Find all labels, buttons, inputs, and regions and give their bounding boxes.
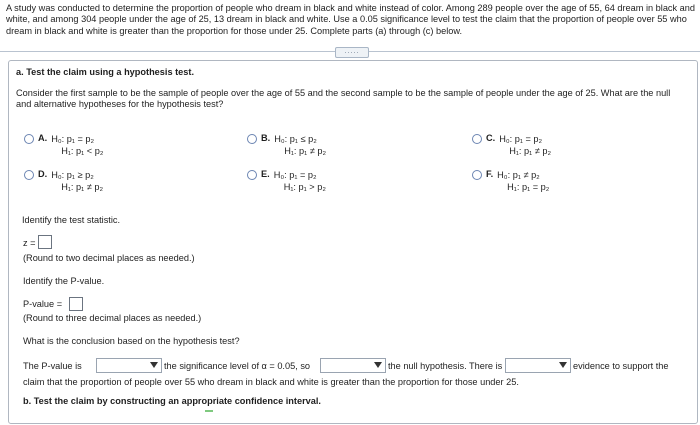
evidence-dropdown[interactable] — [505, 358, 571, 373]
dropdown-arrow-icon — [374, 362, 382, 368]
dropdown-arrow-icon — [150, 362, 158, 368]
part-b-heading: b. Test the claim by constructing an appropriate confidence interval. — [23, 396, 321, 406]
radio-b[interactable] — [247, 134, 257, 144]
z-input[interactable] — [38, 235, 52, 249]
expand-more-button[interactable]: ..... — [335, 47, 369, 58]
hypothesis-instruction: Consider the first sample to be the sample of people over the age of 55 and the second sample to be the sample of people under the age of 25. What are the null and alternative hypotheses for the hypothesis test? — [16, 88, 671, 109]
option-f[interactable]: F. H₀: p₁ ≠ p₂ H₁: p₁ = p₂ — [472, 169, 549, 193]
option-a-h0: H₀: p₁ = p₂ — [51, 134, 95, 144]
option-f-h1: H₁: p₁ = p₂ — [507, 182, 550, 192]
identify-statistic-label: Identify the test statistic. — [22, 215, 121, 225]
dropdown-arrow-icon — [559, 362, 567, 368]
option-b[interactable]: B. H₀: p₁ ≤ p₂ H₁: p₁ ≠ p₂ — [247, 133, 326, 157]
part-a-heading: a. Test the claim using a hypothesis test. — [16, 67, 195, 77]
z-label: z = — [23, 238, 36, 248]
radio-a[interactable] — [24, 134, 34, 144]
option-d-h0: H₀: p₁ ≥ p₂ — [51, 170, 94, 180]
option-b-h0: H₀: p₁ ≤ p₂ — [274, 134, 317, 144]
pvalue-comparison-dropdown[interactable] — [96, 358, 162, 373]
option-e[interactable]: E. H₀: p₁ = p₂ H₁: p₁ > p₂ — [247, 169, 326, 193]
option-e-h1: H₁: p₁ > p₂ — [283, 182, 326, 192]
option-a-h1: H₁: p₁ < p₂ — [61, 146, 104, 156]
option-f-h0: H₀: p₁ ≠ p₂ — [497, 170, 540, 180]
option-d-h1: H₁: p₁ ≠ p₂ — [61, 182, 104, 192]
pvalue-input[interactable] — [69, 297, 83, 311]
option-c[interactable]: C. H₀: p₁ = p₂ H₁: p₁ ≠ p₂ — [472, 133, 551, 157]
question-panel — [8, 60, 698, 424]
hypothesis-decision-dropdown[interactable] — [320, 358, 386, 373]
conclusion-text-line2: claim that the proportion of people over 55 who dream in black and white is greater than the proportion for those under 25. — [23, 377, 519, 387]
radio-f[interactable] — [472, 170, 482, 180]
conclusion-text-4: evidence to support the — [573, 361, 669, 371]
pvalue-label: P-value = — [23, 299, 63, 309]
radio-d[interactable] — [24, 170, 34, 180]
conclusion-question: What is the conclusion based on the hypothesis test? — [23, 336, 240, 346]
option-a[interactable]: A. H₀: p₁ = p₂ H₁: p₁ < p₂ — [24, 133, 103, 157]
option-e-h0: H₀: p₁ = p₂ — [273, 170, 317, 180]
option-d[interactable]: D. H₀: p₁ ≥ p₂ H₁: p₁ ≠ p₂ — [24, 169, 103, 193]
z-rounding-note: (Round to two decimal places as needed.) — [23, 253, 195, 263]
option-c-h1: H₁: p₁ ≠ p₂ — [509, 146, 552, 156]
conclusion-text-1: The P-value is — [23, 361, 82, 371]
pvalue-rounding-note: (Round to three decimal places as needed.) — [23, 313, 202, 323]
radio-c[interactable] — [472, 134, 482, 144]
option-b-h1: H₁: p₁ ≠ p₂ — [284, 146, 327, 156]
scroll-indicator — [205, 410, 213, 412]
radio-e[interactable] — [247, 170, 257, 180]
identify-pvalue-label: Identify the P-value. — [23, 276, 105, 286]
conclusion-text-2: the significance level of α = 0.05, so — [164, 361, 311, 371]
problem-statement: A study was conducted to determine the proportion of people who dream in black and white instead of color. Among 289 people over the age of 55, 64 dream in black and white, and among 304 people under the age of 25, 13 dream in black and white. Use a 0.05 significance level to test the claim that the proportion of people over 55 who dream in black and white is greater than the proportion for those under 25. Complete parts (a) through (c) below. — [6, 3, 695, 36]
option-c-h0: H₀: p₁ = p₂ — [499, 134, 543, 144]
conclusion-text-3: the null hypothesis. There is — [388, 361, 503, 371]
